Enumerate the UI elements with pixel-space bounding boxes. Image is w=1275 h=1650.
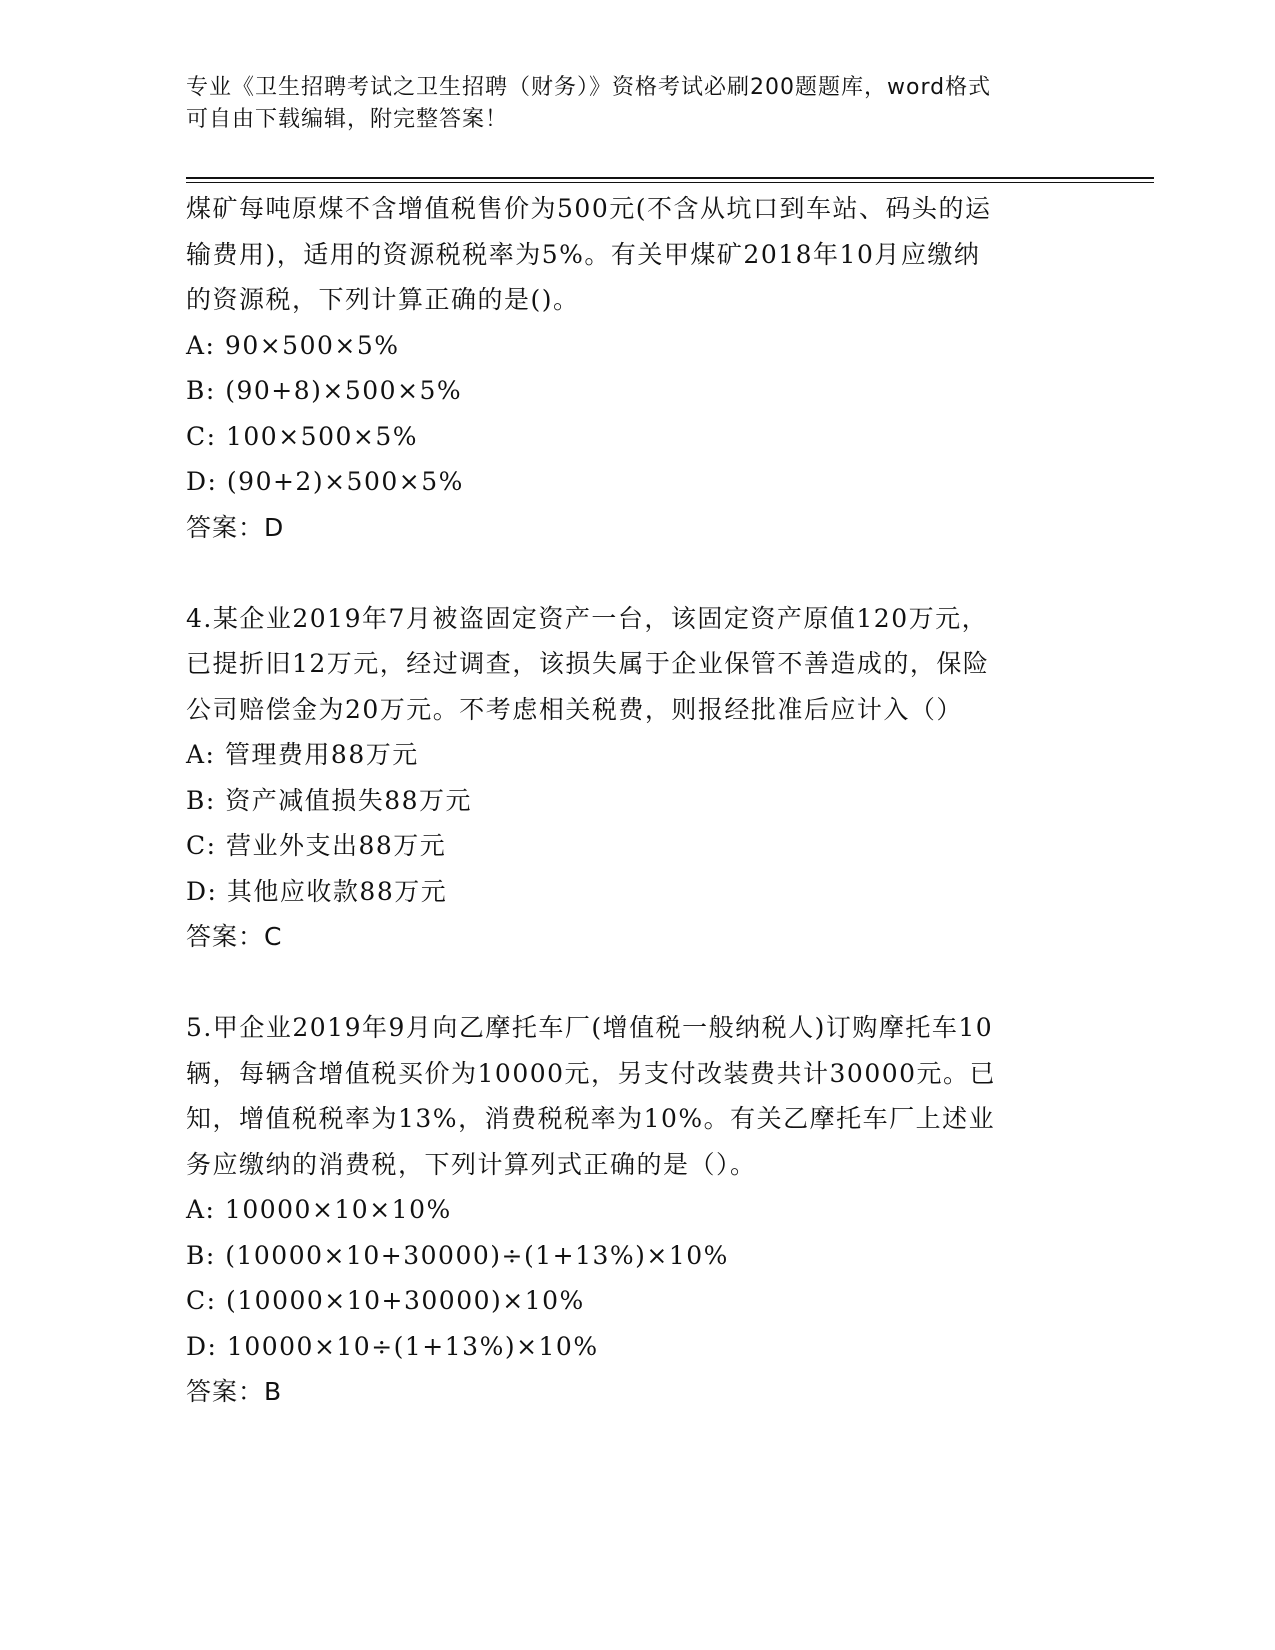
option-d: D: 10000×10÷(1+13%)×10% xyxy=(186,1331,599,1361)
question-spacer xyxy=(186,960,1086,1006)
option-c: C: (10000×10+30000)×10% xyxy=(186,1286,585,1315)
question-3 xyxy=(186,186,1086,550)
option-c: C: 营业外支出88万元 xyxy=(186,831,447,860)
question-stem-line: 辆，每辆含增值税买价为10000元，另支付改装费共计30000元。已 xyxy=(186,1058,997,1088)
question-stem-line: 已提折旧12万元，经过调查，该损失属于企业保管不善造成的，保险 xyxy=(186,649,990,678)
option-b: B: (90+8)×500×5% xyxy=(186,376,463,405)
header-divider-thin xyxy=(186,182,1154,183)
header-title-line-2: 可自由下载编辑，附完整答案！ xyxy=(186,107,509,132)
question-5 xyxy=(186,1005,1086,1415)
option-d: D: 其他应收款88万元 xyxy=(186,876,448,906)
answer-label: 答案：D xyxy=(186,512,285,542)
option-a: A: 90×500×5% xyxy=(186,330,400,360)
document-header xyxy=(186,72,1086,136)
option-c: C: 100×500×5% xyxy=(186,421,418,451)
header-title-line-1: 专业《卫生招聘考试之卫生招聘（财务）》资格考试必刷200题题库，word格式 xyxy=(186,75,992,100)
question-spacer xyxy=(186,550,1086,596)
question-stem-line: 4.某企业2019年7月被盗固定资产一台，该固定资产原值120万元， xyxy=(186,603,989,633)
answer-label: 答案：B xyxy=(186,1377,283,1406)
question-4 xyxy=(186,596,1086,960)
question-stem-line: 知，增值税税率为13%，消费税税率为10%。有关乙摩托车厂上述业 xyxy=(186,1104,996,1133)
question-stem-line: 煤矿每吨原煤不含增值税售价为500元(不含从坑口到车站、码头的运 xyxy=(186,194,992,223)
option-a: A: 管理费用88万元 xyxy=(186,740,419,769)
question-stem-line: 公司赔偿金为20万元。不考虑相关税费，则报经批准后应计入（） xyxy=(186,694,963,724)
question-stem-line: 5.甲企业2019年9月向乙摩托车厂(增值税一般纳税人)订购摩托车10 xyxy=(186,1013,994,1042)
question-stem-line: 务应缴纳的消费税，下列计算列式正确的是（）。 xyxy=(186,1149,757,1179)
option-a: A: 10000×10×10% xyxy=(186,1195,452,1224)
question-stem-line: 的资源税，下列计算正确的是()。 xyxy=(186,285,580,314)
option-b: B: 资产减值损失88万元 xyxy=(186,785,473,815)
header-divider-thick xyxy=(186,177,1154,179)
answer-label: 答案：C xyxy=(186,922,283,951)
option-d: D: (90+2)×500×5% xyxy=(186,467,464,496)
option-b: B: (10000×10+30000)÷(1+13%)×10% xyxy=(186,1240,729,1270)
question-list xyxy=(186,186,1086,1415)
question-stem-line: 输费用)，适用的资源税税率为5%。有关甲煤矿2018年10月应缴纳 xyxy=(186,239,981,269)
